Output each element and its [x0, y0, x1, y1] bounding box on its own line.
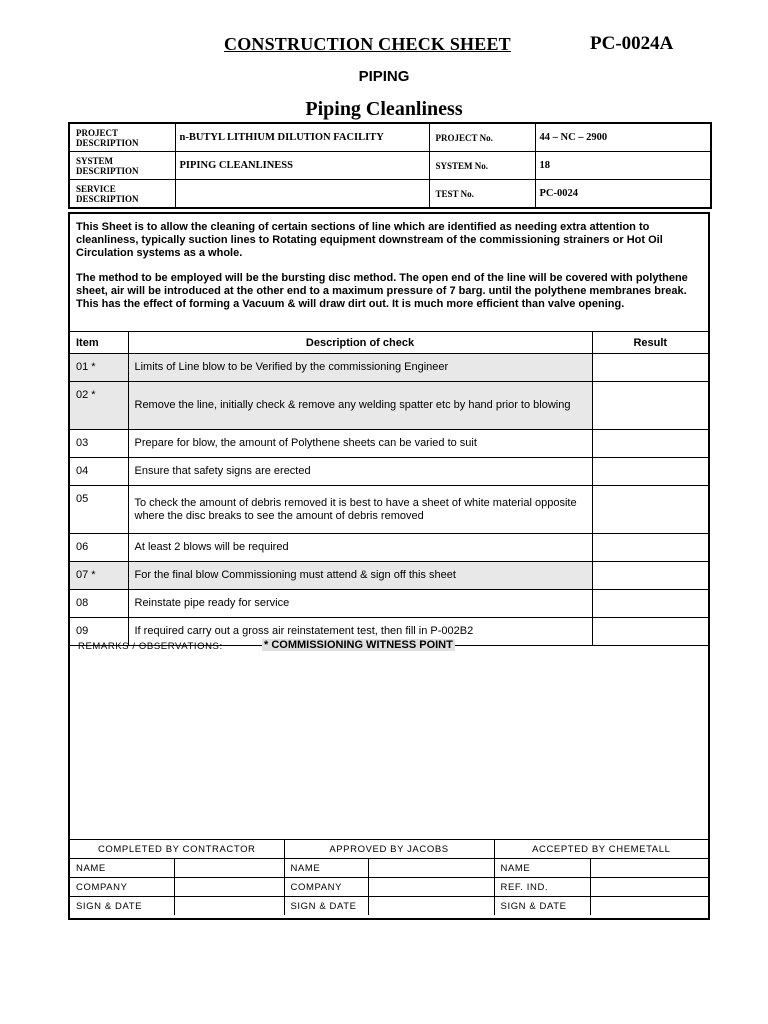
- result-cell[interactable]: [592, 430, 708, 458]
- item-number: 03: [70, 430, 128, 458]
- check-sheet-body: [68, 212, 710, 920]
- table-row: [70, 382, 708, 430]
- item-column-header: Item: [70, 332, 128, 354]
- check-description: Limits of Line blow to be Verified by the commissioning Engineer: [128, 354, 592, 382]
- jacobs-sign-date-label: SIGN & DATE: [284, 897, 368, 916]
- witness-point-note: * COMMISSIONING WITNESS POINT: [264, 639, 453, 651]
- result-cell[interactable]: [592, 590, 708, 618]
- result-cell[interactable]: [592, 382, 708, 430]
- contractor-sign-date-label: SIGN & DATE: [70, 897, 174, 916]
- item-number: 05: [70, 486, 128, 534]
- contractor-header: COMPLETED BY CONTRACTOR: [70, 840, 284, 859]
- chemetall-name-label: NAME: [494, 859, 590, 878]
- project-info-table: [68, 122, 712, 209]
- project-description-value[interactable]: n-BUTYL LITHIUM DILUTION FACILITY: [175, 123, 429, 152]
- sheet-main-title: Piping Cleanliness: [305, 98, 463, 120]
- contractor-name-label: NAME: [70, 859, 174, 878]
- table-row: [70, 486, 708, 534]
- item-number: 02 *: [70, 382, 128, 430]
- description-column-header: Description of check: [128, 332, 592, 354]
- project-number-label: PROJECT No.: [429, 123, 535, 152]
- intro-text: [70, 214, 708, 332]
- check-description: Remove the line, initially check & remove any welding spatter etc by hand prior to blowing: [128, 382, 592, 430]
- item-number: 07 *: [70, 562, 128, 590]
- jacobs-name-field[interactable]: [368, 859, 494, 878]
- checks-table: [70, 332, 708, 646]
- sheet-code: PC-0024A: [590, 33, 674, 54]
- table-row: [70, 534, 708, 562]
- check-description: To check the amount of debris removed it is best to have a sheet of white material opposite where the disc breaks to see the amount of debris removed: [128, 486, 592, 534]
- chemetall-header: ACCEPTED BY CHEMETALL: [494, 840, 708, 859]
- sheet-title: CONSTRUCTION CHECK SHEET: [224, 34, 511, 54]
- jacobs-name-label: NAME: [284, 859, 368, 878]
- project-description-label: PROJECT DESCRIPTION: [69, 123, 175, 152]
- test-number-value[interactable]: PC-0024: [535, 180, 711, 209]
- jacobs-company-label: COMPANY: [284, 878, 368, 897]
- jacobs-header: APPROVED BY JACOBS: [284, 840, 494, 859]
- table-row: [70, 562, 708, 590]
- result-cell[interactable]: [592, 534, 708, 562]
- item-number: 08: [70, 590, 128, 618]
- result-cell[interactable]: [592, 486, 708, 534]
- table-row: [70, 430, 708, 458]
- contractor-name-field[interactable]: [174, 859, 284, 878]
- check-description: For the final blow Commissioning must attend & sign off this sheet: [128, 562, 592, 590]
- item-number: 01 *: [70, 354, 128, 382]
- item-number: 04: [70, 458, 128, 486]
- contractor-company-field[interactable]: [174, 878, 284, 897]
- test-number-label: TEST No.: [429, 180, 535, 209]
- chemetall-ref-ind-label: REF. IND.: [494, 878, 590, 897]
- result-column-header: Result: [592, 332, 708, 354]
- table-row: [70, 354, 708, 382]
- check-description: If required carry out a gross air reinstatement test, then fill in P-002B2: [128, 618, 592, 646]
- system-number-label: SYSTEM No.: [429, 152, 535, 180]
- check-description: Reinstate pipe ready for service: [128, 590, 592, 618]
- service-description-label: SERVICE DESCRIPTION: [69, 180, 175, 209]
- remarks-label: REMARKS / OBSERVATIONS:: [78, 641, 223, 652]
- service-description-value[interactable]: [175, 180, 429, 209]
- check-description: Prepare for blow, the amount of Polythene sheets can be varied to suit: [128, 430, 592, 458]
- chemetall-name-field[interactable]: [590, 859, 708, 878]
- check-description: Ensure that safety signs are erected: [128, 458, 592, 486]
- table-row: [70, 590, 708, 618]
- contractor-sign-date-field[interactable]: [174, 897, 284, 916]
- item-number: 09: [70, 618, 128, 646]
- result-cell[interactable]: [592, 562, 708, 590]
- item-number: 06: [70, 534, 128, 562]
- result-cell[interactable]: [592, 354, 708, 382]
- remarks-area[interactable]: [70, 632, 708, 840]
- contractor-company-label: COMPANY: [70, 878, 174, 897]
- system-description-label: SYSTEM DESCRIPTION: [69, 152, 175, 180]
- signoff-table: [70, 840, 708, 915]
- check-description: At least 2 blows will be required: [128, 534, 592, 562]
- intro-paragraph-2: The method to be employed will be the bursting disc method. The open end of the line will be covered with polythene sheet, air will be introduced at the other end to a maximum pressure of 7 barg. until the polythene membranes break. This has the effect of forming a Vacuum & will draw dirt out. It is much more efficient than valve opening.: [76, 272, 688, 310]
- sheet-subtitle: PIPING: [358, 68, 410, 85]
- intro-paragraph-1: This Sheet is to allow the cleaning of certain sections of line which are identified as needing extra attention to cleanliness, typically suction lines to Rotating equipment downstream of the commissioning strainers or Hot Oil Circulation systems as a whole.: [76, 221, 663, 259]
- project-number-value[interactable]: 44 – NC – 2900: [535, 123, 711, 152]
- result-cell[interactable]: [592, 458, 708, 486]
- chemetall-sign-date-label: SIGN & DATE: [494, 897, 590, 916]
- table-row: [70, 458, 708, 486]
- system-description-value[interactable]: PIPING CLEANLINESS: [175, 152, 429, 180]
- chemetall-sign-date-field[interactable]: [590, 897, 708, 916]
- jacobs-company-field[interactable]: [368, 878, 494, 897]
- chemetall-ref-ind-field[interactable]: [590, 878, 708, 897]
- jacobs-sign-date-field[interactable]: [368, 897, 494, 916]
- system-number-value[interactable]: 18: [535, 152, 711, 180]
